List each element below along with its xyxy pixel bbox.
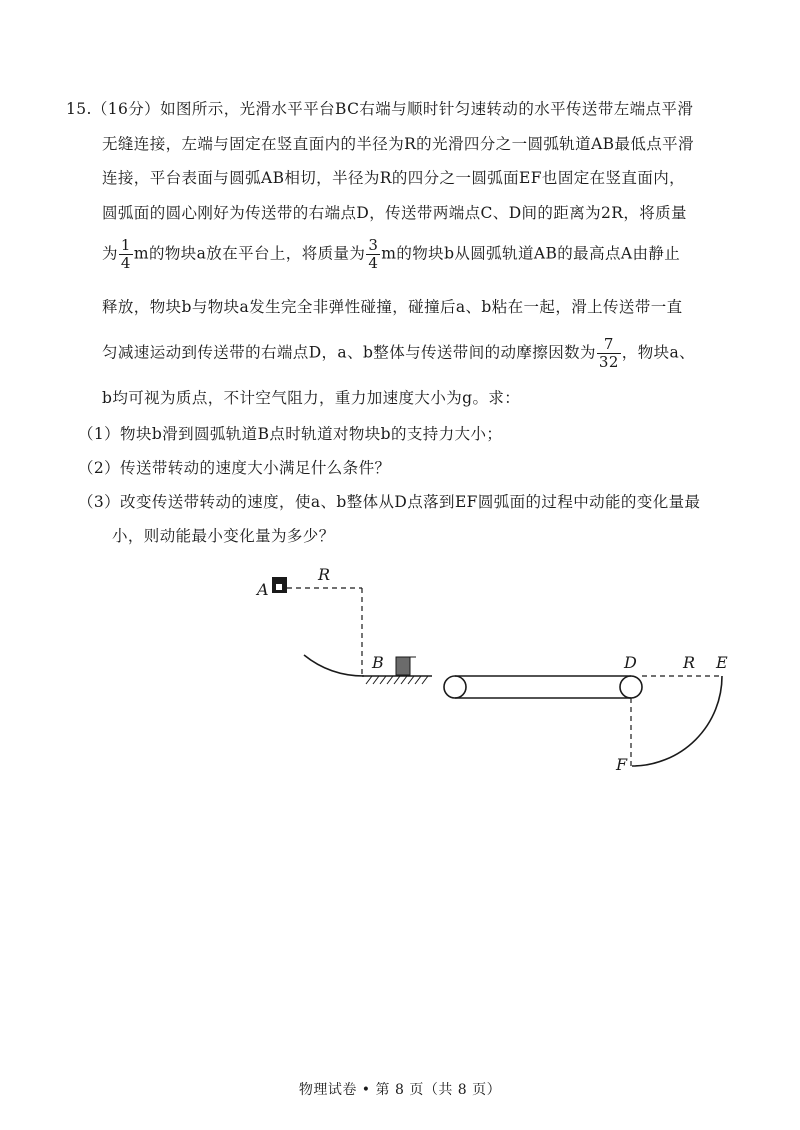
question-score: （16分） — [91, 100, 161, 118]
fraction-denominator: 32 — [598, 353, 619, 371]
label-d: D — [624, 653, 637, 672]
line5-post: m的物块b从圆弧轨道AB的最高点A由静止 — [381, 244, 681, 263]
question-line-3: 连接，平台表面与圆弧AB相切，半径为R的四分之一圆弧面EF也固定在竖直面内， — [102, 169, 686, 187]
line5-pre: 为 — [102, 244, 118, 263]
sub-question-1: （1）物块b滑到圆弧轨道B点时轨道对物块b的支持力大小； — [78, 425, 503, 443]
fraction-numerator: 3 — [368, 236, 379, 254]
arc-ef — [632, 676, 722, 766]
sub-question-3: （3）改变传送带转动的速度，使a、b整体从D点落到EF圆弧面的过程中动能的变化量最 — [78, 493, 701, 511]
arc-ab — [304, 655, 364, 676]
fraction-numerator: 7 — [597, 336, 621, 354]
fraction-denominator: 4 — [368, 254, 379, 272]
line5-mid: m的物块a放在平台上，将质量为 — [133, 244, 366, 263]
label-r-top: R — [318, 565, 331, 584]
label-r-right: R — [683, 653, 696, 672]
fraction-denominator: 4 — [120, 254, 131, 272]
pulley-c — [444, 676, 466, 698]
question-line-8: b均可视为质点，不计空气阻力，重力加速度大小为g。求： — [102, 389, 521, 407]
platform-hatching — [366, 676, 428, 684]
question-number: 15. — [66, 100, 92, 118]
page-footer: 物理试卷 • 第 8 页（共 8 页） — [298, 1082, 502, 1098]
block-a — [396, 657, 410, 675]
question-line-2: 无缝连接，左端与固定在竖直面内的半径为R的光滑四分之一圆弧轨道AB最低点平滑 — [102, 135, 694, 153]
label-a: A — [257, 580, 269, 599]
question-line-4: 圆弧面的圆心刚好为传送带的右端点D，传送带两端点C、D间的距离为2R，将质量 — [102, 204, 687, 222]
label-b: B — [372, 653, 384, 672]
line7-post: ，物块a、 — [621, 343, 696, 362]
question-line-6: 释放，物块b与物块a发生完全非弹性碰撞，碰撞后a、b粘在一起，滑上传送带一直 — [102, 298, 683, 316]
fraction-numerator: 1 — [120, 236, 131, 254]
pulley-d — [620, 676, 642, 698]
sub-question-2: （2）传送带转动的速度大小满足什么条件？ — [78, 459, 391, 477]
line7-pre: 匀减速运动到传送带的右端点D，a、b整体与传送带间的动摩擦因数为 — [102, 343, 596, 362]
question-text-line: 如图所示，光滑水平平台BC右端与顺时针匀速转动的水平传送带左端点平滑 — [160, 100, 694, 118]
sub-question-3-continued: 小，则动能最小变化量为多少？ — [112, 527, 335, 545]
label-e: E — [716, 653, 728, 672]
label-f: F — [616, 755, 628, 774]
